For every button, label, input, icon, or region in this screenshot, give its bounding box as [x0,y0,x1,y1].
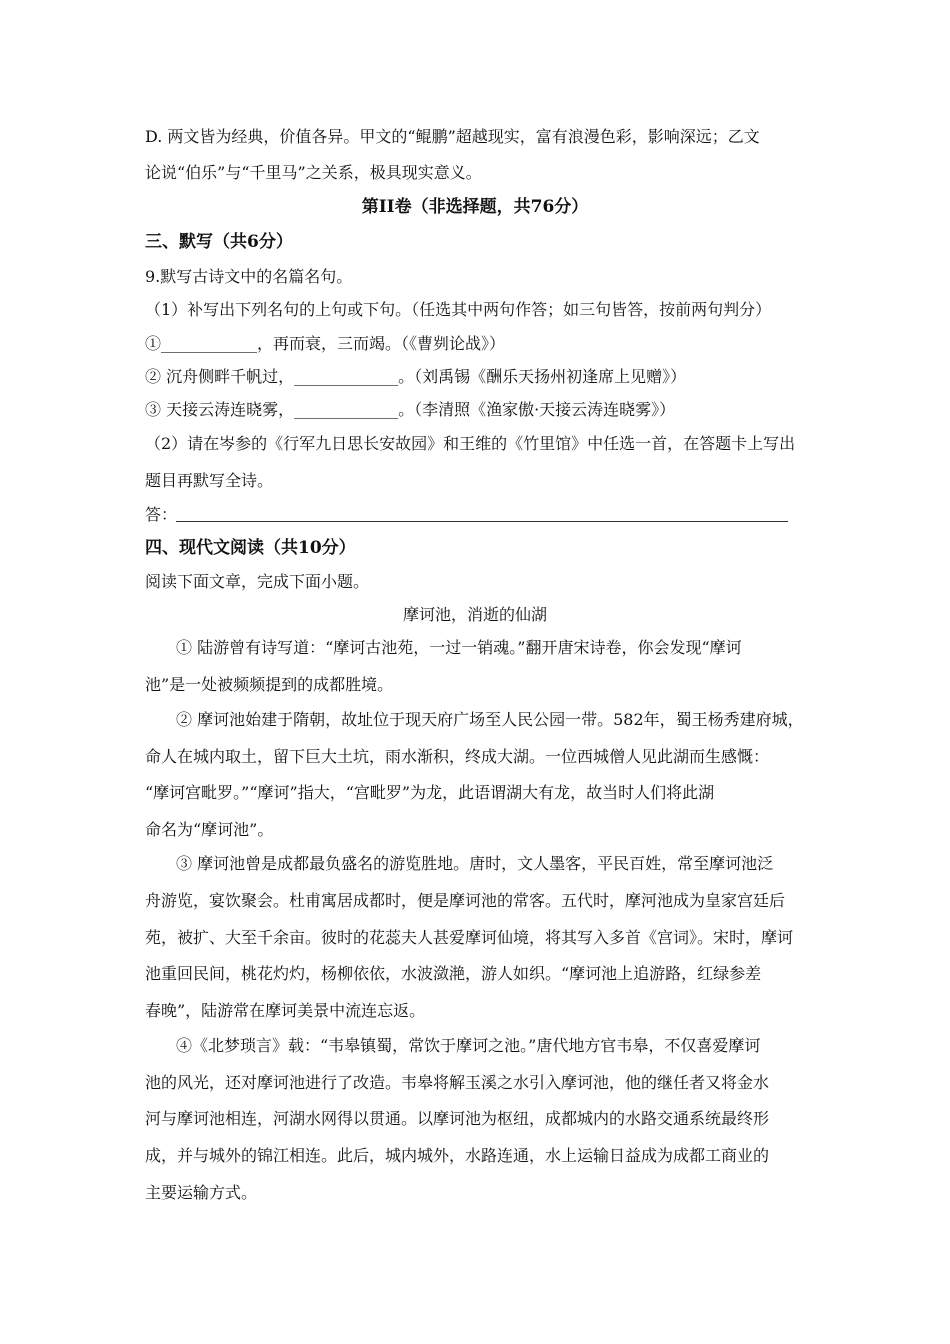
article-line: ③ 摩诃池曾是成都最负盛名的游览胜地。唐时，文人墨客，平民百姓，常至摩诃池泛 [176,854,774,873]
article-line: 池”是一处被频频提到的成都胜境。 [145,675,394,694]
question-9-sub-2-line-2: 题目再默写全诗。 [145,471,274,490]
option-d-line-1: D. 两文皆为经典，价值各异。甲文的“鲲鹏”超越现实，富有浪漫色彩，影响深远；乙文 [145,127,760,146]
article-title: 摩诃池，消逝的仙湖 [402,605,547,624]
answer-label: 答： [145,505,178,524]
article-line: ① 陆游曾有诗写道：“摩诃古池苑，一过一销魂。”翻开唐宋诗卷，你会发现“摩诃 [176,638,742,657]
article-line: 池的风光，还对摩诃池进行了改造。韦皋将解玉溪之水引入摩诃池，他的继任者又将金水 [145,1073,770,1092]
article-line: 命名为“摩诃池”。 [145,820,274,839]
article-line: 主要运输方式。 [145,1183,258,1202]
article-line: 池重回民间，桃花灼灼，杨柳依依，水波潋滟，游人如织。“摩诃池上追游路，红绿参差 [145,964,762,983]
fill-item-2: ② 沉舟侧畔千帆过，_____________。（刘禹锡《酬乐天扬州初逢席上见赠》） [145,367,687,386]
section-3-heading: 三、默写（共6分） [145,232,293,252]
article-line: “摩诃宫毗罗。”“摩诃”指大，“宫毗罗”为龙，此语谓湖大有龙，故当时人们将此湖 [145,783,715,802]
article-line: 春晚”，陆游常在摩诃美景中流连忘返。 [145,1001,426,1020]
question-9-sub-1: （1）补写出下列名句的上句或下句。（任选其中两句作答；如三句皆答，按前两句判分） [145,300,772,319]
question-9: 9.默写古诗文中的名篇名句。 [145,267,353,286]
article-line: 苑，被扩、大至千余亩。彼时的花蕊夫人甚爱摩诃仙境，将其写入多首《宫词》。宋时，摩诃 [145,928,794,947]
article-line: ② 摩诃池始建于隋朝，故址位于现天府广场至人民公园一带。582年，蜀王杨秀建府城， [176,710,804,729]
article-line: 舟游览，宴饮聚会。杜甫寓居成都时，便是摩诃池的常客。五代时，摩河池成为皇家宫廷后 [145,891,786,910]
part-2-title: 第II卷（非选择题，共76分） [361,197,589,217]
fill-item-3: ③ 天接云涛连晓雾，_____________。（李清照《渔家傲·天接云涛连晓雾》） [145,400,676,419]
fill-item-1: ①____________，再而衰，三而竭。（《曹刿论战》） [145,334,506,353]
section-4-heading: 四、现代文阅读（共10分） [145,538,356,558]
article-line: 命人在城内取土，留下巨大土坑，雨水渐积，终成大湖。一位西城僧人见此湖而生感慨： [145,747,770,766]
article-line: 河与摩诃池相连，河湖水网得以贯通。以摩诃池为枢纽，成都城内的水路交通系统最终形 [145,1109,770,1128]
article-line: ④《北梦琐言》载：“韦皋镇蜀，常饮于摩诃之池。”唐代地方官韦皋，不仅喜爱摩诃 [176,1036,761,1055]
article-line: 成，并与城外的锦江相连。此后，城内城外，水路连通，水上运输日益成为成都工商业的 [145,1146,770,1165]
question-9-sub-2-line-1: （2）请在岑参的《行军九日思长安故园》和王维的《竹里馆》中任选一首，在答题卡上写出 [145,434,796,453]
reading-intro: 阅读下面文章，完成下面小题。 [145,572,370,591]
option-d-line-2: 论说“伯乐”与“千里马”之关系，极具现实意义。 [145,163,482,182]
answer-blank-line [176,521,788,522]
